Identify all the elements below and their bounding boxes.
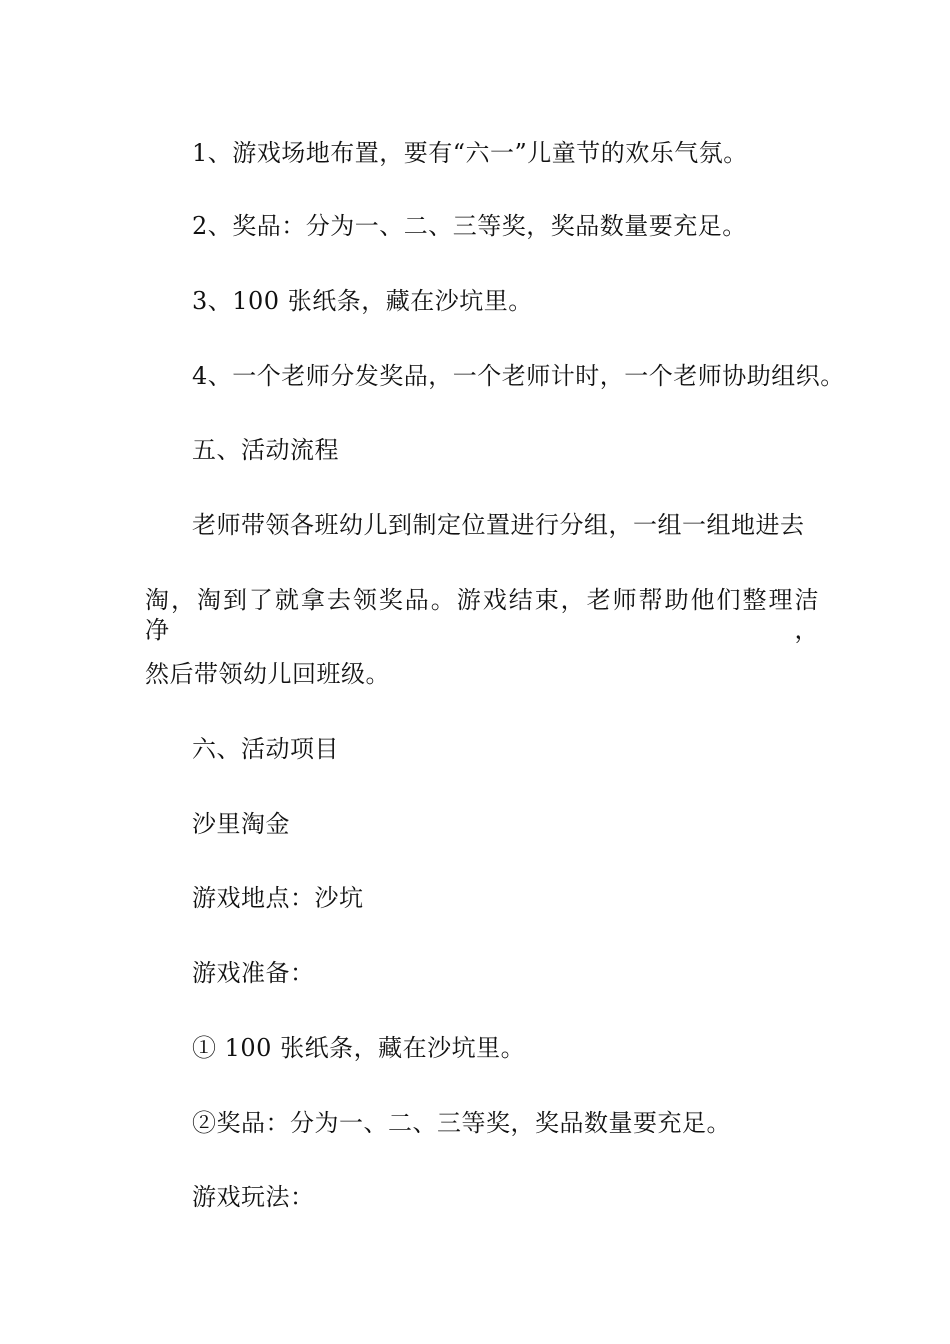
paragraph-line: 淘，淘到了就拿去领奖品。游戏结束，老师帮助他们整理洁净，: [145, 586, 819, 644]
paragraph-line: 游戏准备：: [192, 959, 315, 987]
paragraph-line: 然后带领幼儿回班级。: [145, 660, 390, 688]
section-heading: 五、活动流程: [192, 436, 339, 464]
paragraph-line: 1、游戏场地布置，要有“六一”儿童节的欢乐气氛。: [192, 139, 748, 167]
list-item: ②奖品：分为一、二、三等奖，奖品数量要充足。: [192, 1109, 731, 1137]
paragraph-line: 老师带领各班幼儿到制定位置进行分组，一组一组地进去: [192, 511, 805, 539]
paragraph-line: 4、一个老师分发奖品，一个老师计时，一个老师协助组织。: [192, 362, 845, 390]
section-heading: 六、活动项目: [192, 735, 339, 763]
list-item: ① 100 张纸条，藏在沙坑里。: [192, 1034, 526, 1062]
paragraph-line: 游戏地点：沙坑: [192, 884, 364, 912]
paragraph-line: 2、奖品：分为一、二、三等奖，奖品数量要充足。: [192, 212, 747, 240]
subheading: 沙里淘金: [192, 810, 290, 838]
paragraph-line: 游戏玩法：: [192, 1183, 315, 1211]
paragraph-line: 3、100 张纸条，藏在沙坑里。: [192, 287, 533, 315]
